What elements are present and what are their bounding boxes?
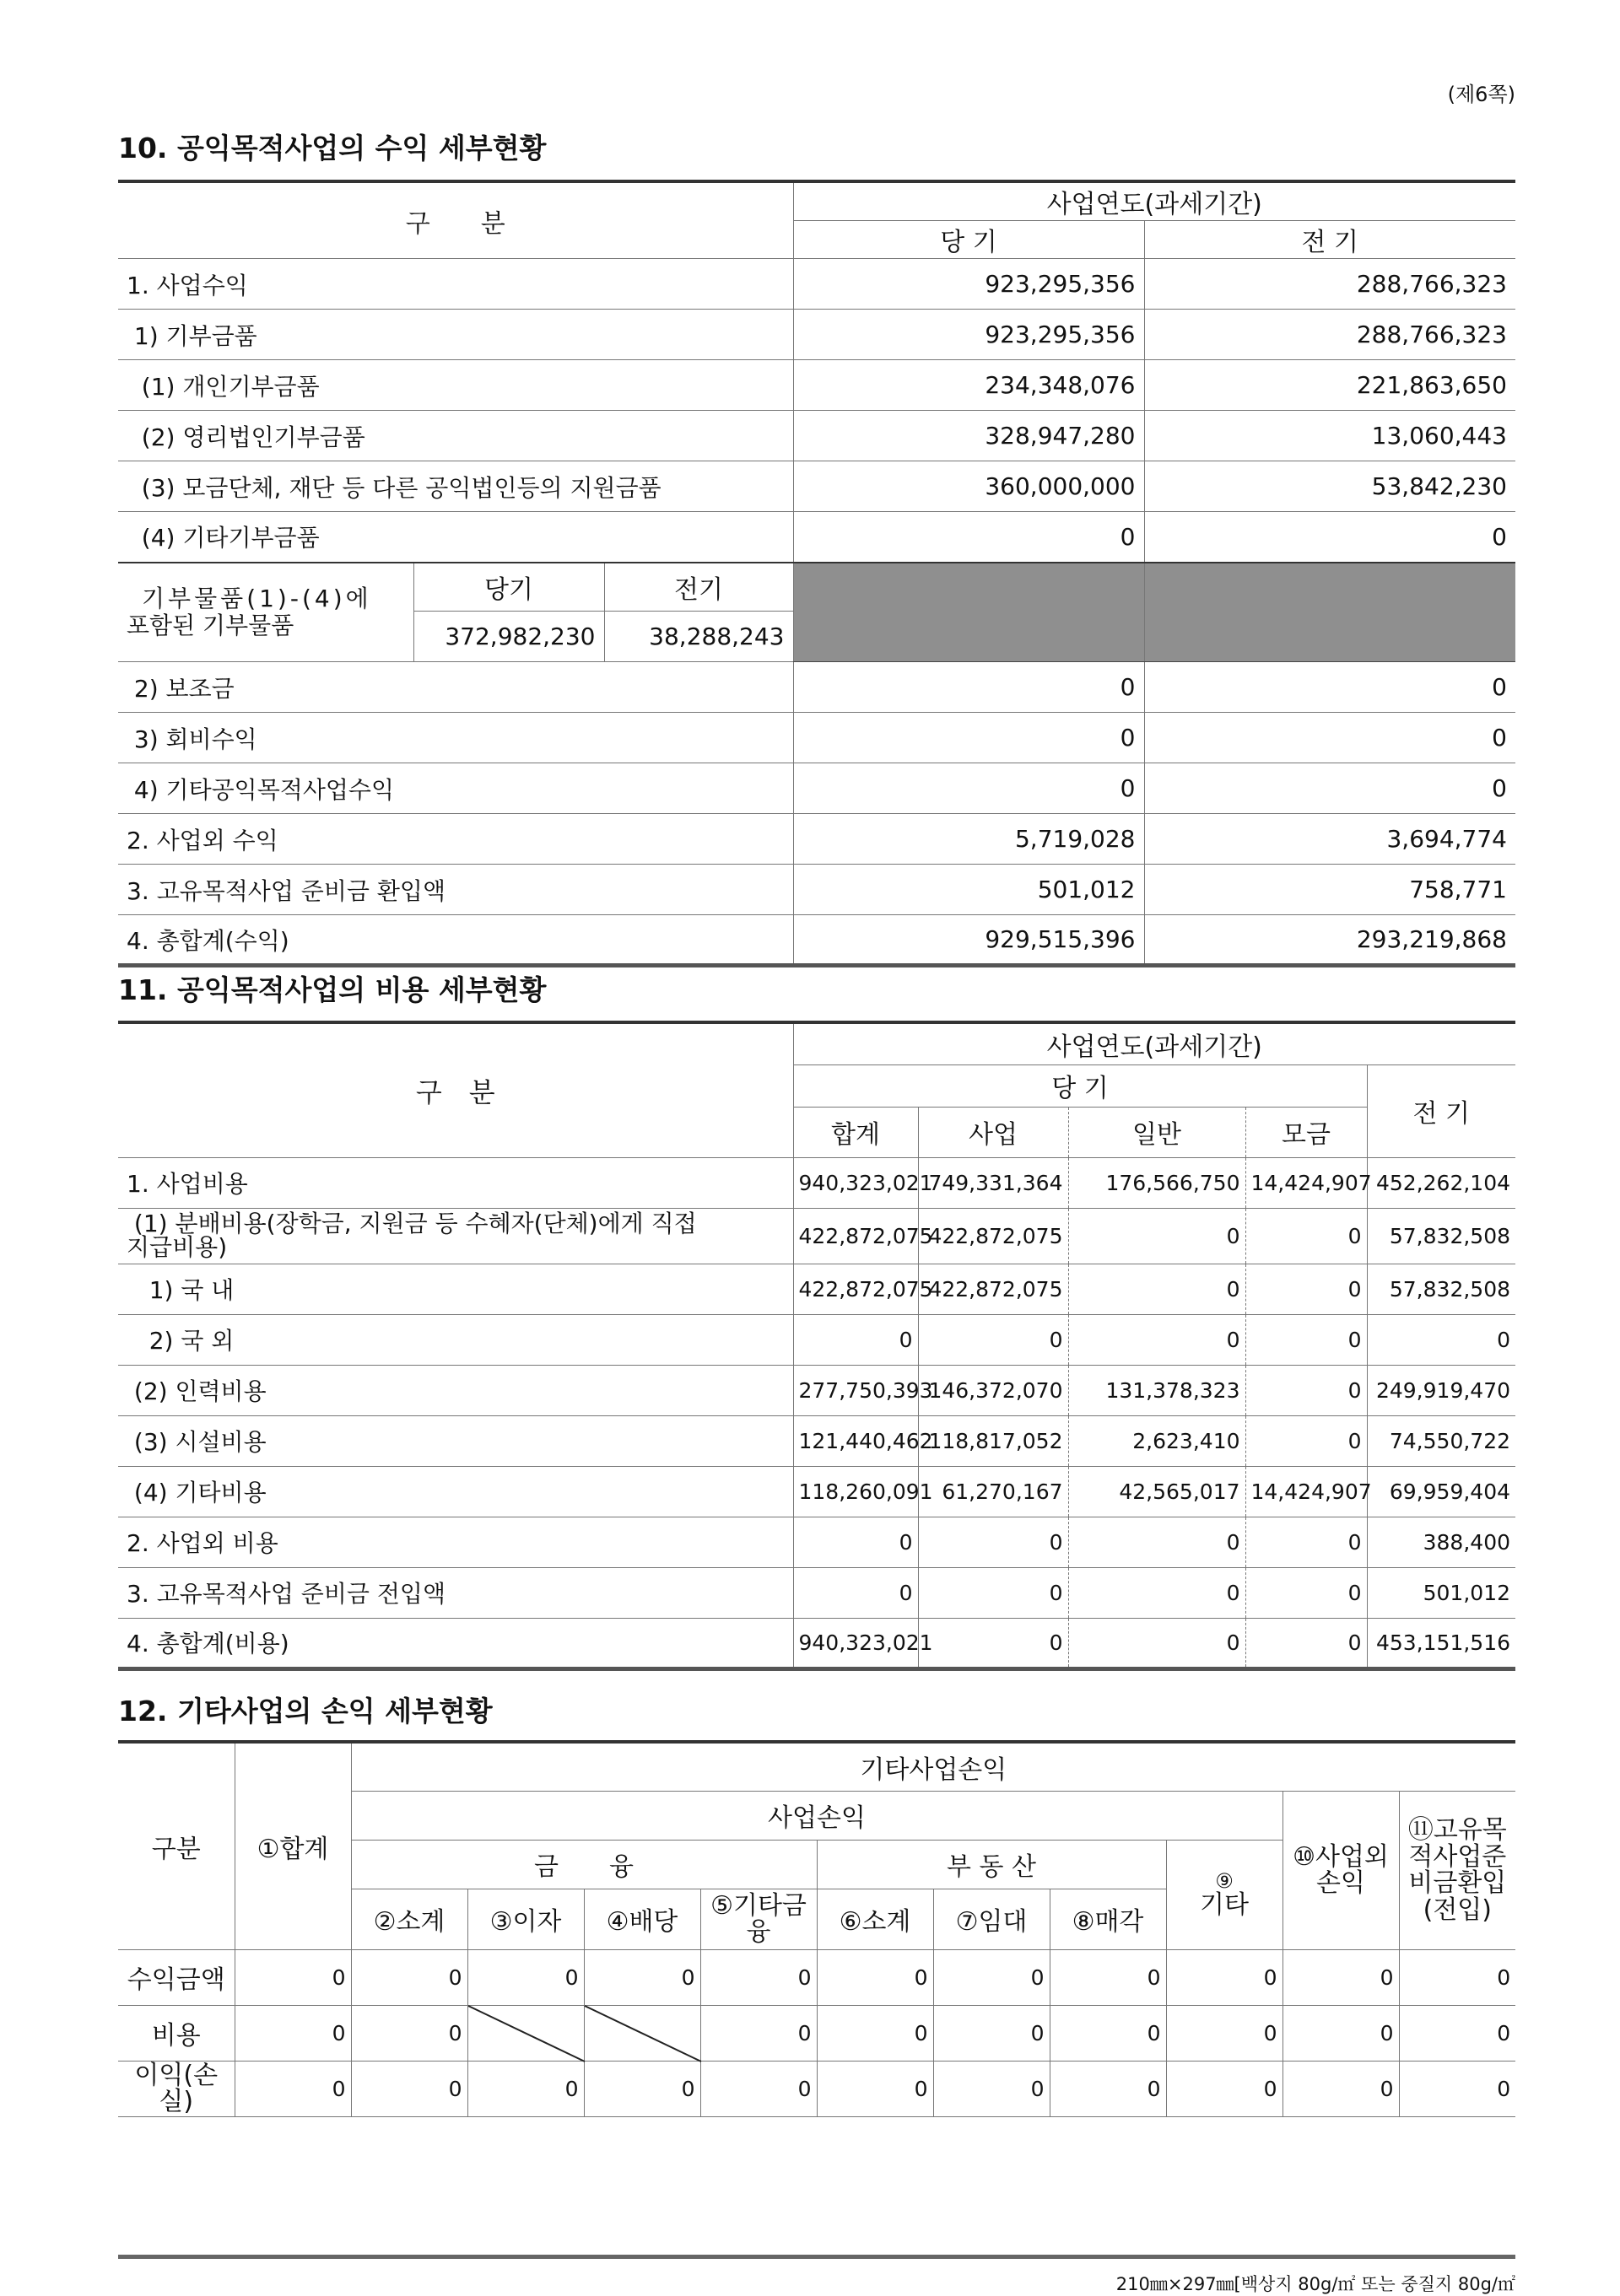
inkind-row: 기부물품(1)-(4)에 포함된 기부물품 당기 전기 <box>118 563 1515 612</box>
diagonal-cell <box>584 2005 700 2061</box>
table-row: 1. 사업수익 923,295,356 288,766,323 <box>118 259 1515 310</box>
diagonal-slash <box>468 2006 585 2062</box>
other-business-table: 구분 ①합계 기타사업손익 사업손익 ⑩사업외손익 ⑪고유목적사업준비금환입(전입) 금 융 부 동 산 ⑨ 기타 ②소계 ③이자 ④배당 ⑤기타금융 ⑥소계 ⑦임대 ⑧매각 수익금액 0 0 0 0 0 0 0 0 0 0 0 비용 0 0 0 0 0 0 0 0 0 이익(손실) 0 0 0 0 0 0 0 0 0 0 0 <box>118 1740 1515 2117</box>
table-row: 3. 고유목적사업 준비금 전입액 0 0 0 0 501,012 <box>118 1567 1515 1618</box>
inkind-label: 기부물품(1)-(4)에 포함된 기부물품 <box>118 563 413 662</box>
cur-header: 당 기 <box>793 221 1144 259</box>
table-row: 4. 총합계(비용) 940,323,021 0 0 0 453,151,516 <box>118 1618 1515 1668</box>
table-row: 4. 총합계(수익) 929,515,396 293,219,868 <box>118 915 1515 966</box>
nonbiz-header: ⑩사업외손익 <box>1282 1791 1399 1949</box>
table-row: 이익(손실) 0 0 0 0 0 0 0 0 0 0 0 <box>118 2061 1515 2116</box>
table-row: 2. 사업외 비용 0 0 0 0 388,400 <box>118 1517 1515 1567</box>
table-row: 4) 기타공익목적사업수익 0 0 <box>118 763 1515 814</box>
group-header: 기타사업손익 <box>351 1742 1515 1791</box>
biz-header: 사업손익 <box>351 1791 1282 1840</box>
shaded-cell <box>793 563 1144 662</box>
col-header: 구분 <box>118 1742 235 1949</box>
section-10-title: 10. 공익목적사업의 수익 세부현황 <box>118 132 547 164</box>
table-row: 2) 국 외 0 0 0 0 0 <box>118 1314 1515 1365</box>
table-row: (2) 인력비용 277,750,393 146,372,070 131,378,323 0 249,919,470 <box>118 1365 1515 1415</box>
table-row: 1) 국 내 422,872,075 422,872,075 0 0 57,832,508 <box>118 1264 1515 1314</box>
table-row: (1) 분배비용(장학금, 지원금 등 수혜자(단체)에게 직접 지급비용) 422,872,075 422,872,075 0 0 57,832,508 <box>118 1208 1515 1264</box>
table-row: 2) 보조금 0 0 <box>118 662 1515 713</box>
realestate-header: 부 동 산 <box>817 1840 1166 1889</box>
table-row: (1) 개인기부금품 234,348,076 221,863,650 <box>118 360 1515 411</box>
table-row: 1) 기부금품 923,295,356 288,766,323 <box>118 310 1515 360</box>
paper-spec: 210㎜×297㎜[백상지 80g/㎡ 또는 중질지 80g/㎡ <box>1115 2274 1515 2294</box>
col-header: 구 분 <box>118 1022 793 1157</box>
table-row: (4) 기타기부금품 0 0 <box>118 512 1515 563</box>
table-row: 3) 회비수익 0 0 <box>118 713 1515 763</box>
col-header: 구 분 <box>118 181 793 259</box>
section-11-title: 11. 공익목적사업의 비용 세부현황 <box>118 973 547 1006</box>
total-header: ①합계 <box>235 1742 351 1949</box>
other-header: ⑨ 기타 <box>1166 1840 1282 1949</box>
cur-header: 당 기 <box>793 1064 1367 1107</box>
table-row: (3) 모금단체, 재단 등 다른 공익법인등의 지원금품 360,000,000 53,842,230 <box>118 461 1515 512</box>
footer-divider <box>118 2255 1515 2259</box>
period-header: 사업연도(과세기간) <box>793 1022 1515 1064</box>
table-row: 1. 사업비용 940,323,021 749,331,364 176,566,750 14,424,907 452,262,104 <box>118 1157 1515 1208</box>
diagonal-cell <box>467 2005 584 2061</box>
table-row: 비용 0 0 0 0 0 0 0 0 0 <box>118 2005 1515 2061</box>
page-number: (제6쪽) <box>1447 83 1515 106</box>
table-row: 3. 고유목적사업 준비금 환입액 501,012 758,771 <box>118 865 1515 915</box>
table-row: (3) 시설비용 121,440,462 118,817,052 2,623,410 0 74,550,722 <box>118 1415 1515 1466</box>
prev-header: 전 기 <box>1367 1064 1515 1157</box>
diagonal-slash <box>585 2006 701 2062</box>
finance-header: 금 융 <box>351 1840 817 1889</box>
prev-header: 전 기 <box>1144 221 1515 259</box>
period-header: 사업연도(과세기간) <box>793 181 1515 221</box>
expense-table: 구 분 사업연도(과세기간) 당 기 전 기 합계 사업 일반 모금 1. 사업비용 940,323,021 749,331,364 176,566,750 14,424,907 452,262,104 (1) 분배비용(장학금, 지원금 등 수혜자(단체)에게 직접 지급비용) 422,872,075 422,872,075 0 0 57,832,508 1) 국 내 422,872,075 422,872,075 0 0 57,832,508 2) 국 외 0 0 0 0 0 (2) 인력비용 277,750,393 146,372,070 131,378,323 0 249,919,470 (3) 시설비용 121,440,462 118,817,052 2,623,410 0 74,550,722 (4) 기타비용 118,260,091 61,270,167 42,565,017 14,424,907 69,959,404 2. 사업외 비용 0 0 0 0 388,400 3. 고유목적사업 준비금 전입액 0 0 0 0 501,012 4. 총합계(비용) 940,323,021 0 0 0 453,151,516 <box>118 1021 1515 1671</box>
shaded-cell <box>1144 563 1515 662</box>
section-12-title: 12. 기타사업의 손익 세부현황 <box>118 1695 493 1727</box>
table-row: (4) 기타비용 118,260,091 61,270,167 42,565,017 14,424,907 69,959,404 <box>118 1466 1515 1517</box>
reserve-header: ⑪고유목적사업준비금환입(전입) <box>1399 1791 1515 1949</box>
table-row: (2) 영리법인기부금품 328,947,280 13,060,443 <box>118 411 1515 461</box>
table-row: 수익금액 0 0 0 0 0 0 0 0 0 0 0 <box>118 1949 1515 2005</box>
table-row: 2. 사업외 수익 5,719,028 3,694,774 <box>118 814 1515 865</box>
revenue-table: 구 분 사업연도(과세기간) 당 기 전 기 1. 사업수익 923,295,356 288,766,323 1) 기부금품 923,295,356 288,766,323 (1) 개인기부금품 234,348,076 221,863,650 (2) 영리법인기부금품 328,947,280 13,060,443 (3) 모금단체, 재단 등 다른 공익법인등의 지원금품 360,000,000 53,842,230 (4) 기타기부금품 0 0 기부물품(1)-(4)에 포함된 기부물품 당기 전기 372,982,230 38,288,243 2) 보조금 0 0 3) 회비수익 0 0 4) 기타공익목적사업수익 0 0 2. 사업외 수익 5,719,028 3,694,774 3. 고유목적사업 준비금 환입액 501,012 758,771 4. 총합계(수익) 929,515,396 293,219,868 <box>118 180 1515 967</box>
